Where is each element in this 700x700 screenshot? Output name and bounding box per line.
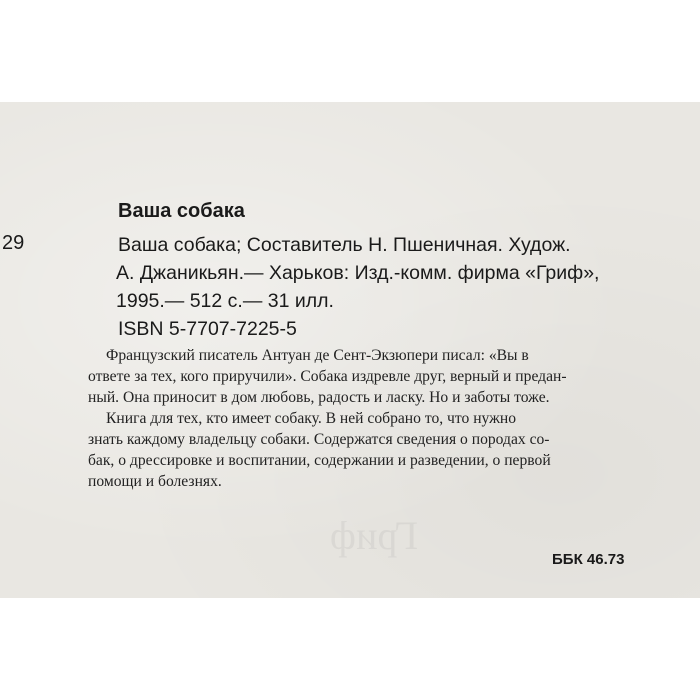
annotation-line: Книга для тех, кто имеет собаку. В ней собрано то, что нужно xyxy=(106,410,517,427)
annotation-line: знать каждому владельцу собаки. Содержатся сведения о породах со- xyxy=(88,431,550,448)
bleed-through-decoration: Гриф xyxy=(330,513,418,558)
annotation-line: ответе за тех, кого приручили». Собака издревле друг, верный и предан- xyxy=(88,368,567,385)
isbn-line: ISBN 5-7707-7225-5 xyxy=(118,318,297,340)
annotation-line: Французский писатель Антуан де Сент-Экзюпери писал: «Вы в xyxy=(106,347,529,364)
annotation-line: помощи и болезнях. xyxy=(88,473,222,490)
annotation-text xyxy=(88,345,660,492)
annotation-line: ный. Она приносит в дом любовь, радость и ласку. Но и заботы тоже. xyxy=(88,389,550,406)
annotation-line: бак, о дрессировке и воспитании, содержании и разведении, о первой xyxy=(88,452,551,469)
catalog-card xyxy=(0,102,700,598)
biblio-line: А. Джаникьян.— Харьков: Изд.-комм. фирма «Гриф», xyxy=(116,262,600,284)
biblio-line: Ваша собака; Составитель Н. Пшеничная. Худож. xyxy=(118,234,571,256)
book-title-heading: Ваша собака xyxy=(118,200,245,222)
card-number: 29 xyxy=(2,232,25,254)
bibliographic-description xyxy=(118,231,678,343)
classification-code: ББК 46.73 xyxy=(552,551,625,568)
biblio-line: 1995.— 512 с.— 31 илл. xyxy=(116,290,334,312)
